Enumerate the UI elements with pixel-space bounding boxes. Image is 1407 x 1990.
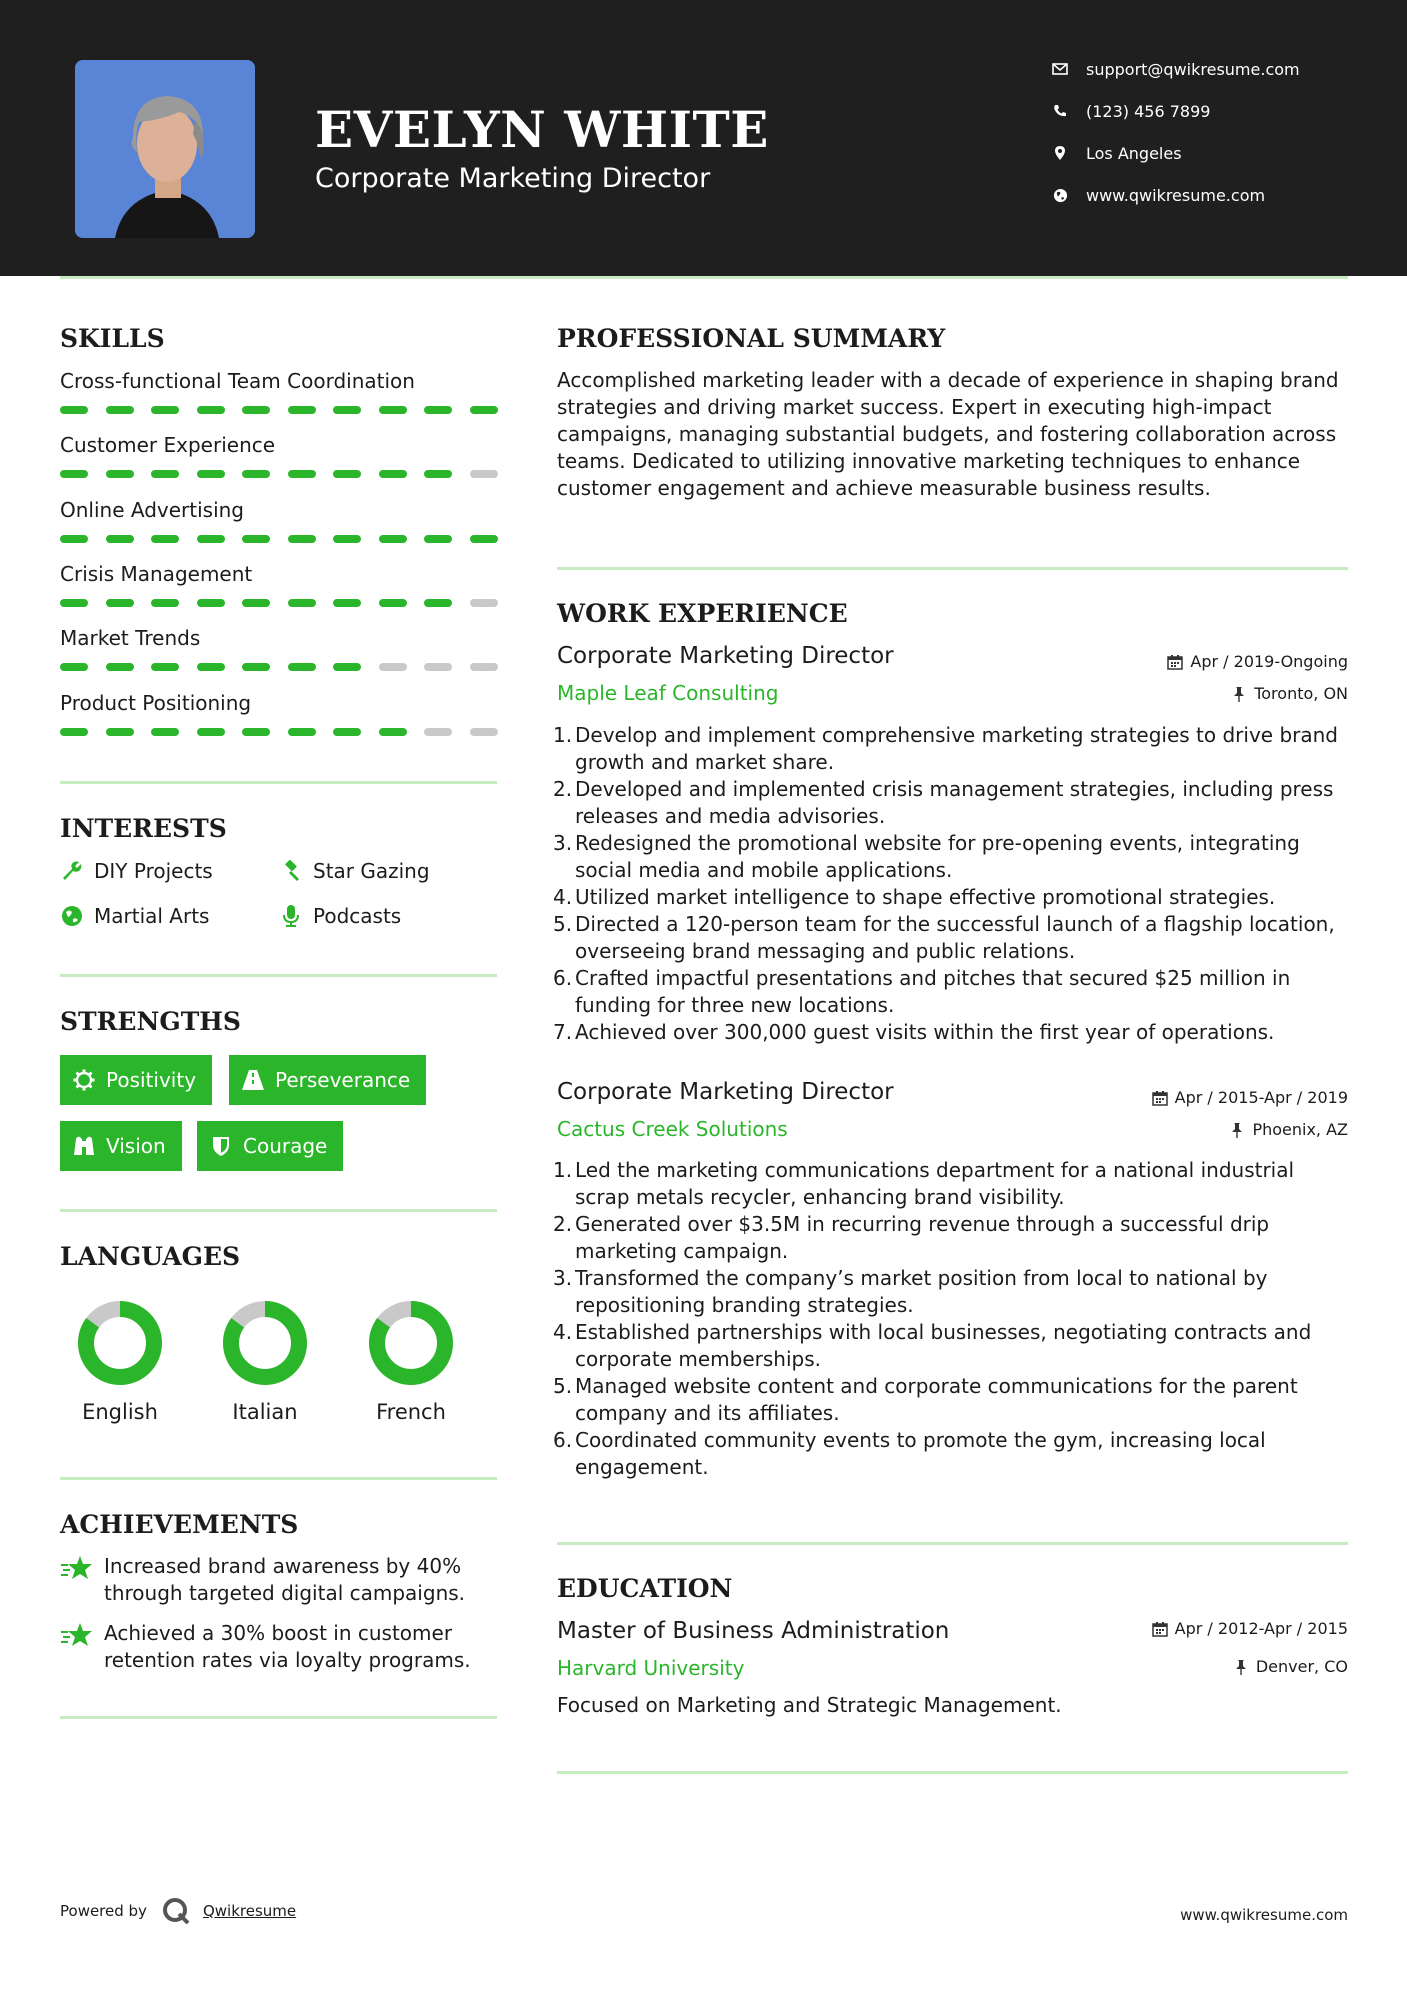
skill-level-meter [60, 663, 497, 671]
interest-label: Podcasts [313, 904, 402, 928]
interests-heading: INTERESTS [60, 814, 227, 843]
strength-badge [197, 1121, 343, 1171]
skill-level-dot [151, 663, 179, 671]
skill-level-dot [424, 470, 452, 478]
skill-level-dot [288, 535, 316, 543]
education-location [1232, 1657, 1348, 1676]
responsibility-item [553, 776, 1353, 830]
skill-level-dot [60, 535, 88, 543]
experience-heading: WORK EXPERIENCE [557, 599, 848, 628]
skill-level-dot [151, 535, 179, 543]
wrench-icon [60, 859, 84, 883]
responsibility-item [553, 884, 1353, 911]
skill-name: Crisis Management [60, 561, 253, 586]
list-number: 2. [553, 777, 573, 801]
responsibility-text: Transformed the company’s market position from local to national by repositioning branding strategies. [575, 1266, 1268, 1317]
achievements-heading: ACHIEVEMENTS [60, 1510, 299, 1539]
powered-by [60, 1896, 296, 1926]
skill-level-dot [333, 535, 361, 543]
contact-website-text: www.qwikresume.com [1086, 185, 1266, 205]
job-dates-text: Apr / 2019-Ongoing [1190, 652, 1348, 671]
skill-level-dot [242, 470, 270, 478]
list-number: 1. [553, 723, 573, 747]
education-heading: EDUCATION [557, 1574, 733, 1603]
skill-level-dot [242, 728, 270, 736]
education-description: Focused on Marketing and Strategic Management. [557, 1693, 1062, 1717]
list-number: 5. [553, 1374, 573, 1398]
skill-level-dot [242, 406, 270, 414]
responsibility-item [553, 1427, 1353, 1481]
candidate-role: Corporate Marketing Director [315, 163, 711, 194]
skill-level-dot [333, 406, 361, 414]
job-location [1230, 684, 1348, 703]
responsibility-item [553, 1019, 1353, 1046]
skill-level-dot [197, 599, 225, 607]
location-pin-icon [1050, 143, 1070, 163]
road-icon [241, 1068, 265, 1092]
job-location [1228, 1120, 1348, 1139]
skill-level-dot [60, 470, 88, 478]
responsibility-item [553, 722, 1353, 776]
company-name: Cactus Creek Solutions [557, 1117, 788, 1141]
languages-heading: LANGUAGES [60, 1242, 241, 1271]
skill-level-dot [151, 470, 179, 478]
skill-level-meter [60, 728, 497, 736]
calendar-icon [1151, 1089, 1169, 1107]
job-dates [1166, 652, 1348, 671]
achievement-text: Increased brand awareness by 40% through targeted digital campaigns. [104, 1554, 466, 1605]
skill-level-dot [379, 728, 407, 736]
interest-item [60, 857, 213, 885]
skill-level-dot [106, 663, 134, 671]
job-dates [1151, 1088, 1348, 1107]
skill-level-dot [60, 599, 88, 607]
skill-level-dot [288, 728, 316, 736]
job-title: Corporate Marketing Director [557, 643, 894, 669]
skill-level-dot [151, 406, 179, 414]
skill-level-meter [60, 599, 497, 607]
responsibility-text: Developed and implemented crisis management strategies, including press releases and media advisories. [575, 777, 1334, 828]
job-responsibilities [553, 1157, 1353, 1481]
skill-name: Customer Experience [60, 433, 276, 458]
interest-item [279, 857, 430, 885]
interest-label: DIY Projects [94, 859, 213, 883]
job-title: Corporate Marketing Director [557, 1079, 894, 1105]
skill-level-dot [333, 728, 361, 736]
language-name: French [376, 1400, 446, 1424]
qwikresume-logo-icon [161, 1896, 191, 1926]
responsibility-text: Directed a 120-person team for the successful launch of a flagship location, overseeing brand messaging and public relations. [575, 912, 1335, 963]
job-location-text: Toronto, ON [1254, 684, 1348, 703]
language-item [346, 1300, 476, 1424]
skill-level-dot [106, 728, 134, 736]
skill-level-dot [379, 406, 407, 414]
strength-label: Positivity [106, 1068, 197, 1092]
contact-website[interactable] [1050, 182, 1380, 208]
achievement-item [60, 1620, 510, 1674]
job-dates-text: Apr / 2015-Apr / 2019 [1174, 1088, 1348, 1107]
calendar-icon [1151, 1620, 1169, 1638]
responsibility-text: Generated over $3.5M in recurring revenue through a successful drip marketing campaign. [575, 1212, 1270, 1263]
phone-icon [1050, 101, 1070, 121]
skill-level-dot [106, 406, 134, 414]
strengths-heading: STRENGTHS [60, 1007, 241, 1036]
interest-item [279, 902, 401, 930]
footer-website[interactable]: www.qwikresume.com [1180, 1906, 1348, 1924]
strength-label: Courage [243, 1134, 328, 1158]
list-number: 2. [553, 1212, 573, 1236]
skill-level-dot [106, 470, 134, 478]
education-dates-text: Apr / 2012-Apr / 2015 [1174, 1619, 1348, 1638]
skill-level-dot [379, 470, 407, 478]
responsibility-text: Established partnerships with local businesses, negotiating contracts and corporate memberships. [575, 1320, 1312, 1371]
skill-level-dot [379, 535, 407, 543]
responsibility-item [553, 830, 1353, 884]
skill-level-dot [151, 599, 179, 607]
responsibility-text: Managed website content and corporate communications for the parent company and its affiliates. [575, 1374, 1298, 1425]
responsibility-text: Achieved over 300,000 guest visits within the first year of operations. [575, 1020, 1275, 1044]
skill-level-dot [333, 663, 361, 671]
skill-name: Product Positioning [60, 690, 252, 715]
calendar-icon [1166, 653, 1184, 671]
language-level-ring [368, 1300, 454, 1386]
responsibility-item [553, 1211, 1353, 1265]
skill-level-dot [242, 663, 270, 671]
achievement-item [60, 1553, 510, 1607]
contact-email-text: support@qwikresume.com [1086, 59, 1300, 79]
responsibility-item [553, 1265, 1353, 1319]
responsibility-text: Coordinated community events to promote the gym, increasing local engagement. [575, 1428, 1266, 1479]
envelope-icon [1050, 59, 1070, 79]
microphone-icon [279, 904, 303, 928]
responsibility-item [553, 1373, 1353, 1427]
skill-name: Cross-functional Team Coordination [60, 369, 415, 393]
list-number: 3. [553, 831, 573, 855]
skill-level-dot [242, 599, 270, 607]
strength-badge [60, 1121, 182, 1171]
powered-by-label: Powered by [60, 1902, 147, 1920]
skill-level-dot [197, 470, 225, 478]
skill-level-dot [470, 535, 498, 543]
list-number: 6. [553, 1428, 573, 1452]
contact-location-text: Los Angeles [1086, 143, 1182, 163]
job-location-text: Phoenix, AZ [1252, 1120, 1348, 1139]
brand-link[interactable]: Qwikresume [202, 1902, 297, 1920]
skill-level-dot [106, 535, 134, 543]
skill-level-dot [151, 728, 179, 736]
section-divider [557, 567, 1348, 570]
interest-label: Star Gazing [313, 859, 430, 883]
list-number: 3. [553, 1266, 573, 1290]
strength-badge [60, 1055, 212, 1105]
strength-badge [229, 1055, 426, 1105]
education-dates [1151, 1619, 1348, 1638]
responsibility-text: Utilized market intelligence to shape effective promotional strategies. [575, 885, 1276, 909]
header-bar [0, 0, 1407, 276]
pushpin-icon [1230, 685, 1248, 703]
list-number: 4. [553, 885, 573, 909]
contact-phone[interactable] [1050, 98, 1380, 124]
section-divider [60, 781, 497, 784]
contact-location [1050, 140, 1380, 166]
education-location-text: Denver, CO [1255, 1657, 1348, 1676]
responsibility-item [553, 1319, 1353, 1373]
responsibility-item [553, 965, 1353, 1019]
strength-label: Vision [106, 1134, 166, 1158]
skill-level-dot [106, 599, 134, 607]
section-divider [60, 1209, 497, 1212]
gear-icon [72, 1068, 96, 1092]
pushpin-icon [1232, 1658, 1250, 1676]
skill-level-dot [333, 599, 361, 607]
responsibility-text: Develop and implement comprehensive marketing strategies to drive brand growth and market share. [575, 723, 1338, 774]
responsibility-item [553, 1157, 1353, 1211]
skill-level-dot [288, 599, 316, 607]
skill-level-dot [288, 470, 316, 478]
language-item [55, 1300, 185, 1424]
skill-level-dot [470, 406, 498, 414]
star-icon [60, 1553, 94, 1583]
section-divider [60, 974, 497, 977]
skill-level-meter [60, 406, 497, 414]
degree-title: Master of Business Administration [557, 1618, 950, 1644]
interest-label: Martial Arts [94, 904, 210, 928]
language-name: English [82, 1400, 158, 1424]
skill-level-dot [197, 728, 225, 736]
skill-name: Market Trends [60, 626, 201, 651]
binoculars-icon [72, 1134, 96, 1158]
responsibility-item [553, 911, 1353, 965]
star-icon [60, 1620, 94, 1650]
company-name: Maple Leaf Consulting [557, 681, 779, 705]
list-number: 5. [553, 912, 573, 936]
achievement-text: Achieved a 30% boost in customer retention rates via loyalty programs. [104, 1621, 471, 1672]
language-level-ring [77, 1300, 163, 1386]
list-number: 1. [553, 1158, 573, 1182]
skill-level-dot [60, 663, 88, 671]
profile-photo [75, 60, 255, 238]
skill-level-dot [242, 535, 270, 543]
skill-level-dot [379, 663, 407, 671]
skill-level-dot [470, 599, 498, 607]
header-divider [60, 276, 1348, 279]
skill-level-dot [424, 535, 452, 543]
skill-level-dot [288, 406, 316, 414]
skill-level-dot [288, 663, 316, 671]
interest-item [60, 902, 209, 930]
list-number: 6. [553, 966, 573, 990]
skill-level-dot [470, 728, 498, 736]
skill-level-dot [333, 470, 361, 478]
job-responsibilities [553, 722, 1353, 1046]
section-divider [557, 1542, 1348, 1545]
language-item [200, 1300, 330, 1424]
responsibility-text: Led the marketing communications department for a national industrial scrap metals recycler, enhancing brand visibility. [575, 1158, 1295, 1209]
contact-phone-text: (123) 456 7899 [1086, 101, 1211, 121]
skill-level-dot [197, 535, 225, 543]
skill-level-dot [470, 470, 498, 478]
skill-level-dot [197, 663, 225, 671]
skill-level-dot [379, 599, 407, 607]
section-divider [557, 1771, 1348, 1774]
skill-level-dot [424, 663, 452, 671]
summary-heading: PROFESSIONAL SUMMARY [557, 324, 946, 353]
strength-label: Perseverance [275, 1068, 411, 1092]
skill-level-meter [60, 470, 497, 478]
skill-level-dot [60, 406, 88, 414]
list-number: 4. [553, 1320, 573, 1344]
skill-level-meter [60, 535, 497, 543]
skill-level-dot [60, 728, 88, 736]
skill-level-dot [424, 728, 452, 736]
globe-icon [60, 904, 84, 928]
section-divider [60, 1716, 497, 1719]
skill-level-dot [197, 406, 225, 414]
skill-level-dot [424, 599, 452, 607]
pushpin-icon [1228, 1121, 1246, 1139]
language-level-ring [222, 1300, 308, 1386]
skills-heading: SKILLS [60, 324, 165, 353]
gavel-icon [279, 859, 303, 883]
section-divider [60, 1477, 497, 1480]
shield-icon [209, 1134, 233, 1158]
school-name: Harvard University [557, 1656, 745, 1680]
list-number: 7. [553, 1020, 573, 1044]
contact-email[interactable] [1050, 56, 1380, 82]
candidate-name: EVELYN WHITE [315, 100, 769, 159]
skill-level-dot [470, 663, 498, 671]
responsibility-text: Crafted impactful presentations and pitches that secured $25 million in funding for three new locations. [575, 966, 1291, 1017]
skill-level-dot [424, 406, 452, 414]
globe-icon [1050, 185, 1070, 205]
language-name: Italian [232, 1400, 298, 1424]
skill-name: Online Advertising [60, 497, 245, 522]
responsibility-text: Redesigned the promotional website for pre-opening events, integrating social media and mobile applications. [575, 831, 1300, 882]
summary-text: Accomplished marketing leader with a decade of experience in shaping brand strategies and driving market success. Expert in executing high-impact campaigns, managing substantial budgets, and fostering collaboration across teams. Dedicated to utilizing innovative marketing techniques to enhance customer engagement and achieve measurable business results. [557, 368, 1339, 500]
